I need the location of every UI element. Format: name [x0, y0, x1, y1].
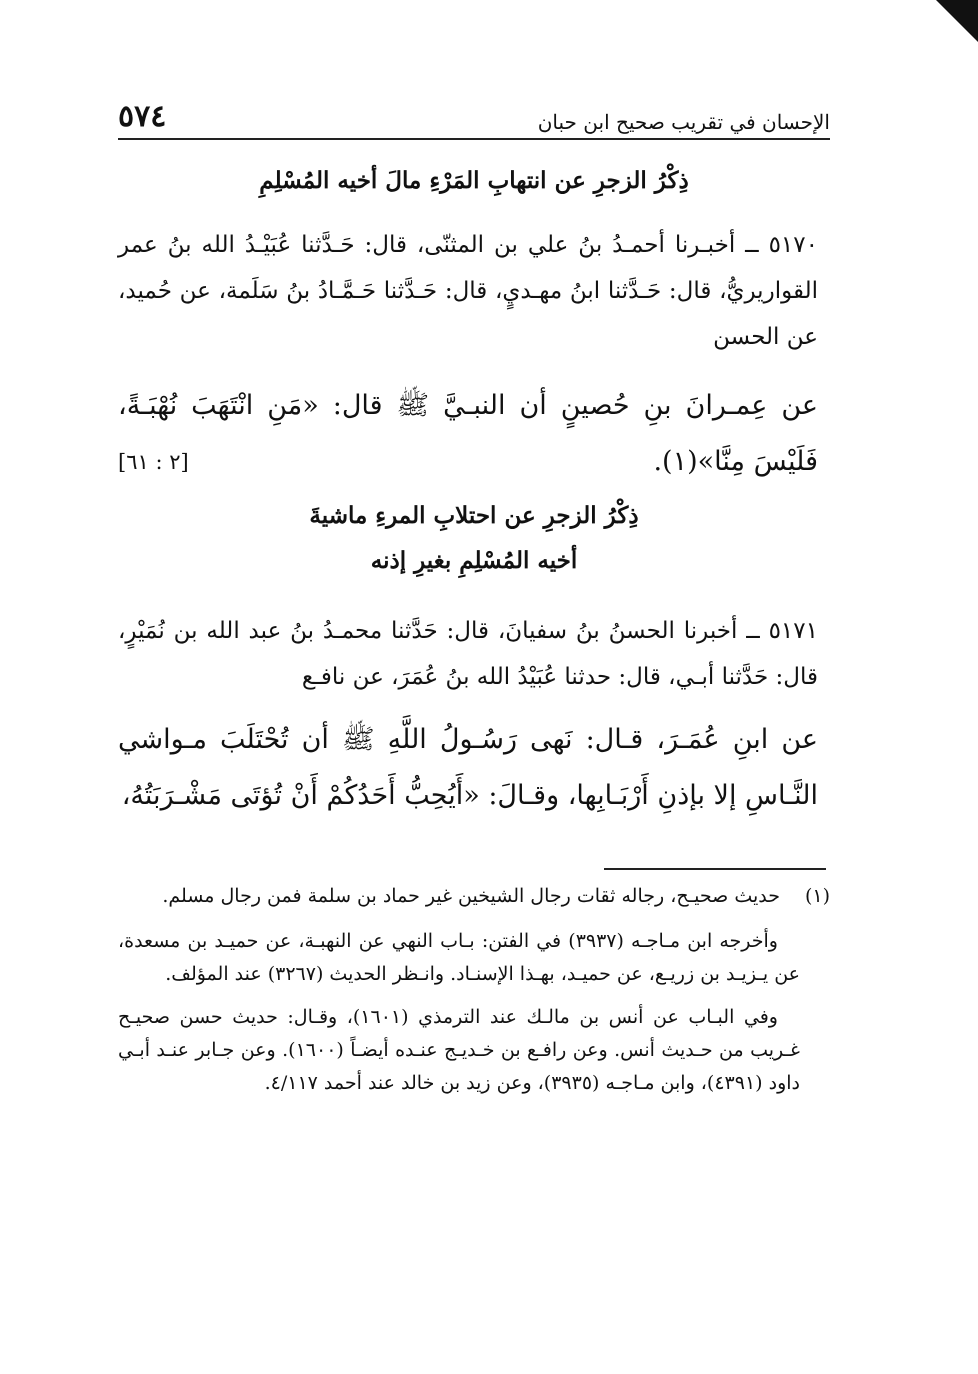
- page-corner-mark: [936, 0, 978, 42]
- section-heading-2-line-1: ذِكْرُ الزجرِ عن احتلابِ المرءِ ماشيةَ: [309, 502, 639, 529]
- hadith-5170-text: [118, 378, 818, 490]
- footnote-1-paragraph-2: وأخرجه ابن مـاجـه (٣٩٣٧) في الفتن: بـاب النهي عن النهبـة، عن حميـد بن مسعدة، عن يـزيـد بن زريـع، عن حميـد، بهـذا الإسنـاد. وانـظر الحديث (٣٢٦٧) عند المؤلف.: [118, 930, 800, 985]
- hadith-5170-reference: [٢ : ٦١]: [118, 450, 189, 474]
- hadith-5171-matn: عن ابنِ عُمَـرَ، قـال: نَهى رَسُـولُ اللَّهِ ﷺ أن تُحْتَلَبَ مـواشي النَّـاسِ إلا بإذنِ أَرْبَـابِها، وقـالَ: «أَيُحِبُّ أَحَدُكُمْ أَنْ تُؤتَى مَشْـرَبَتُهُ،: [118, 724, 818, 811]
- hadith-5170-matn: عن عِمـرانَ بنِ حُصينٍ أن النبـيَّ ﷺ قال: «مَنِ انْتَهَبَ نُهْبَـةً، فَلَيْسَ مِنَّا»(١).: [118, 390, 818, 477]
- running-header: [118, 100, 830, 140]
- section-heading-1: ذِكْرُ الزجرِ عن انتهابِ المَرْءِ مالَ أخيه المُسْلِمِ: [259, 167, 689, 194]
- hadith-5171-chain: ٥١٧١ ــ أخبرنا الحسنُ بنُ سفيانَ، قال: حَدَّثنا محمـدُ بنُ عبد الله بن نُمَيْرٍ، قال: حَدَّثنا أبـي، قال: حدثنا عُبَيْدُ الله بنُ عُمَرَ، عن نافـع: [118, 618, 818, 690]
- footnote-marker: (١): [804, 885, 830, 907]
- section-heading-2-line-2: أخيه المُسْلِمِ بغيرِ إذنه: [370, 547, 578, 574]
- footnote-1-paragraph-3: وفي البـاب عن أنس بن مالـك عند الترمذي (١٦٠١)، وقـال: حديث حسن صحيـح غـريب من حـديث أنس. وعن رافـع بن خـديـج عنـده أيضـاً (١٦٠٠). وعن جـابر عنـد أبـي داود (٤٣٩١)، وابن مـاجـه (٣٩٣٥)، وعن زيد بن خالد عند أحمد ٤/١١٧.: [118, 1006, 800, 1094]
- hadith-5170-chain: ٥١٧٠ ــ أخبـرنا أحمـدُ بنُ علي بن المثنّى، قال: حَـدَّثنا عُبَيْـدُ الله بنُ عمر القواريريُّ، قال: حَـدَّثنا ابنُ مهـديٍ، قال: حَـدَّثنا حَـمَّـادُ بنُ سَلَمة، عن حُميد، عن الحسن: [118, 232, 818, 350]
- footnote-1-text: حديث صحيـح، رجاله ثقات رجال الشيخين غير حماد بن سلمة فمن رجال مسلم.: [162, 885, 780, 907]
- page-number: ٥٧٤: [118, 99, 167, 134]
- footnote-separator: [604, 868, 826, 870]
- footnotes: [118, 880, 830, 1110]
- footnote-1: [118, 880, 830, 913]
- book-title: الإحسان في تقريب صحيح ابن حبان: [537, 110, 830, 134]
